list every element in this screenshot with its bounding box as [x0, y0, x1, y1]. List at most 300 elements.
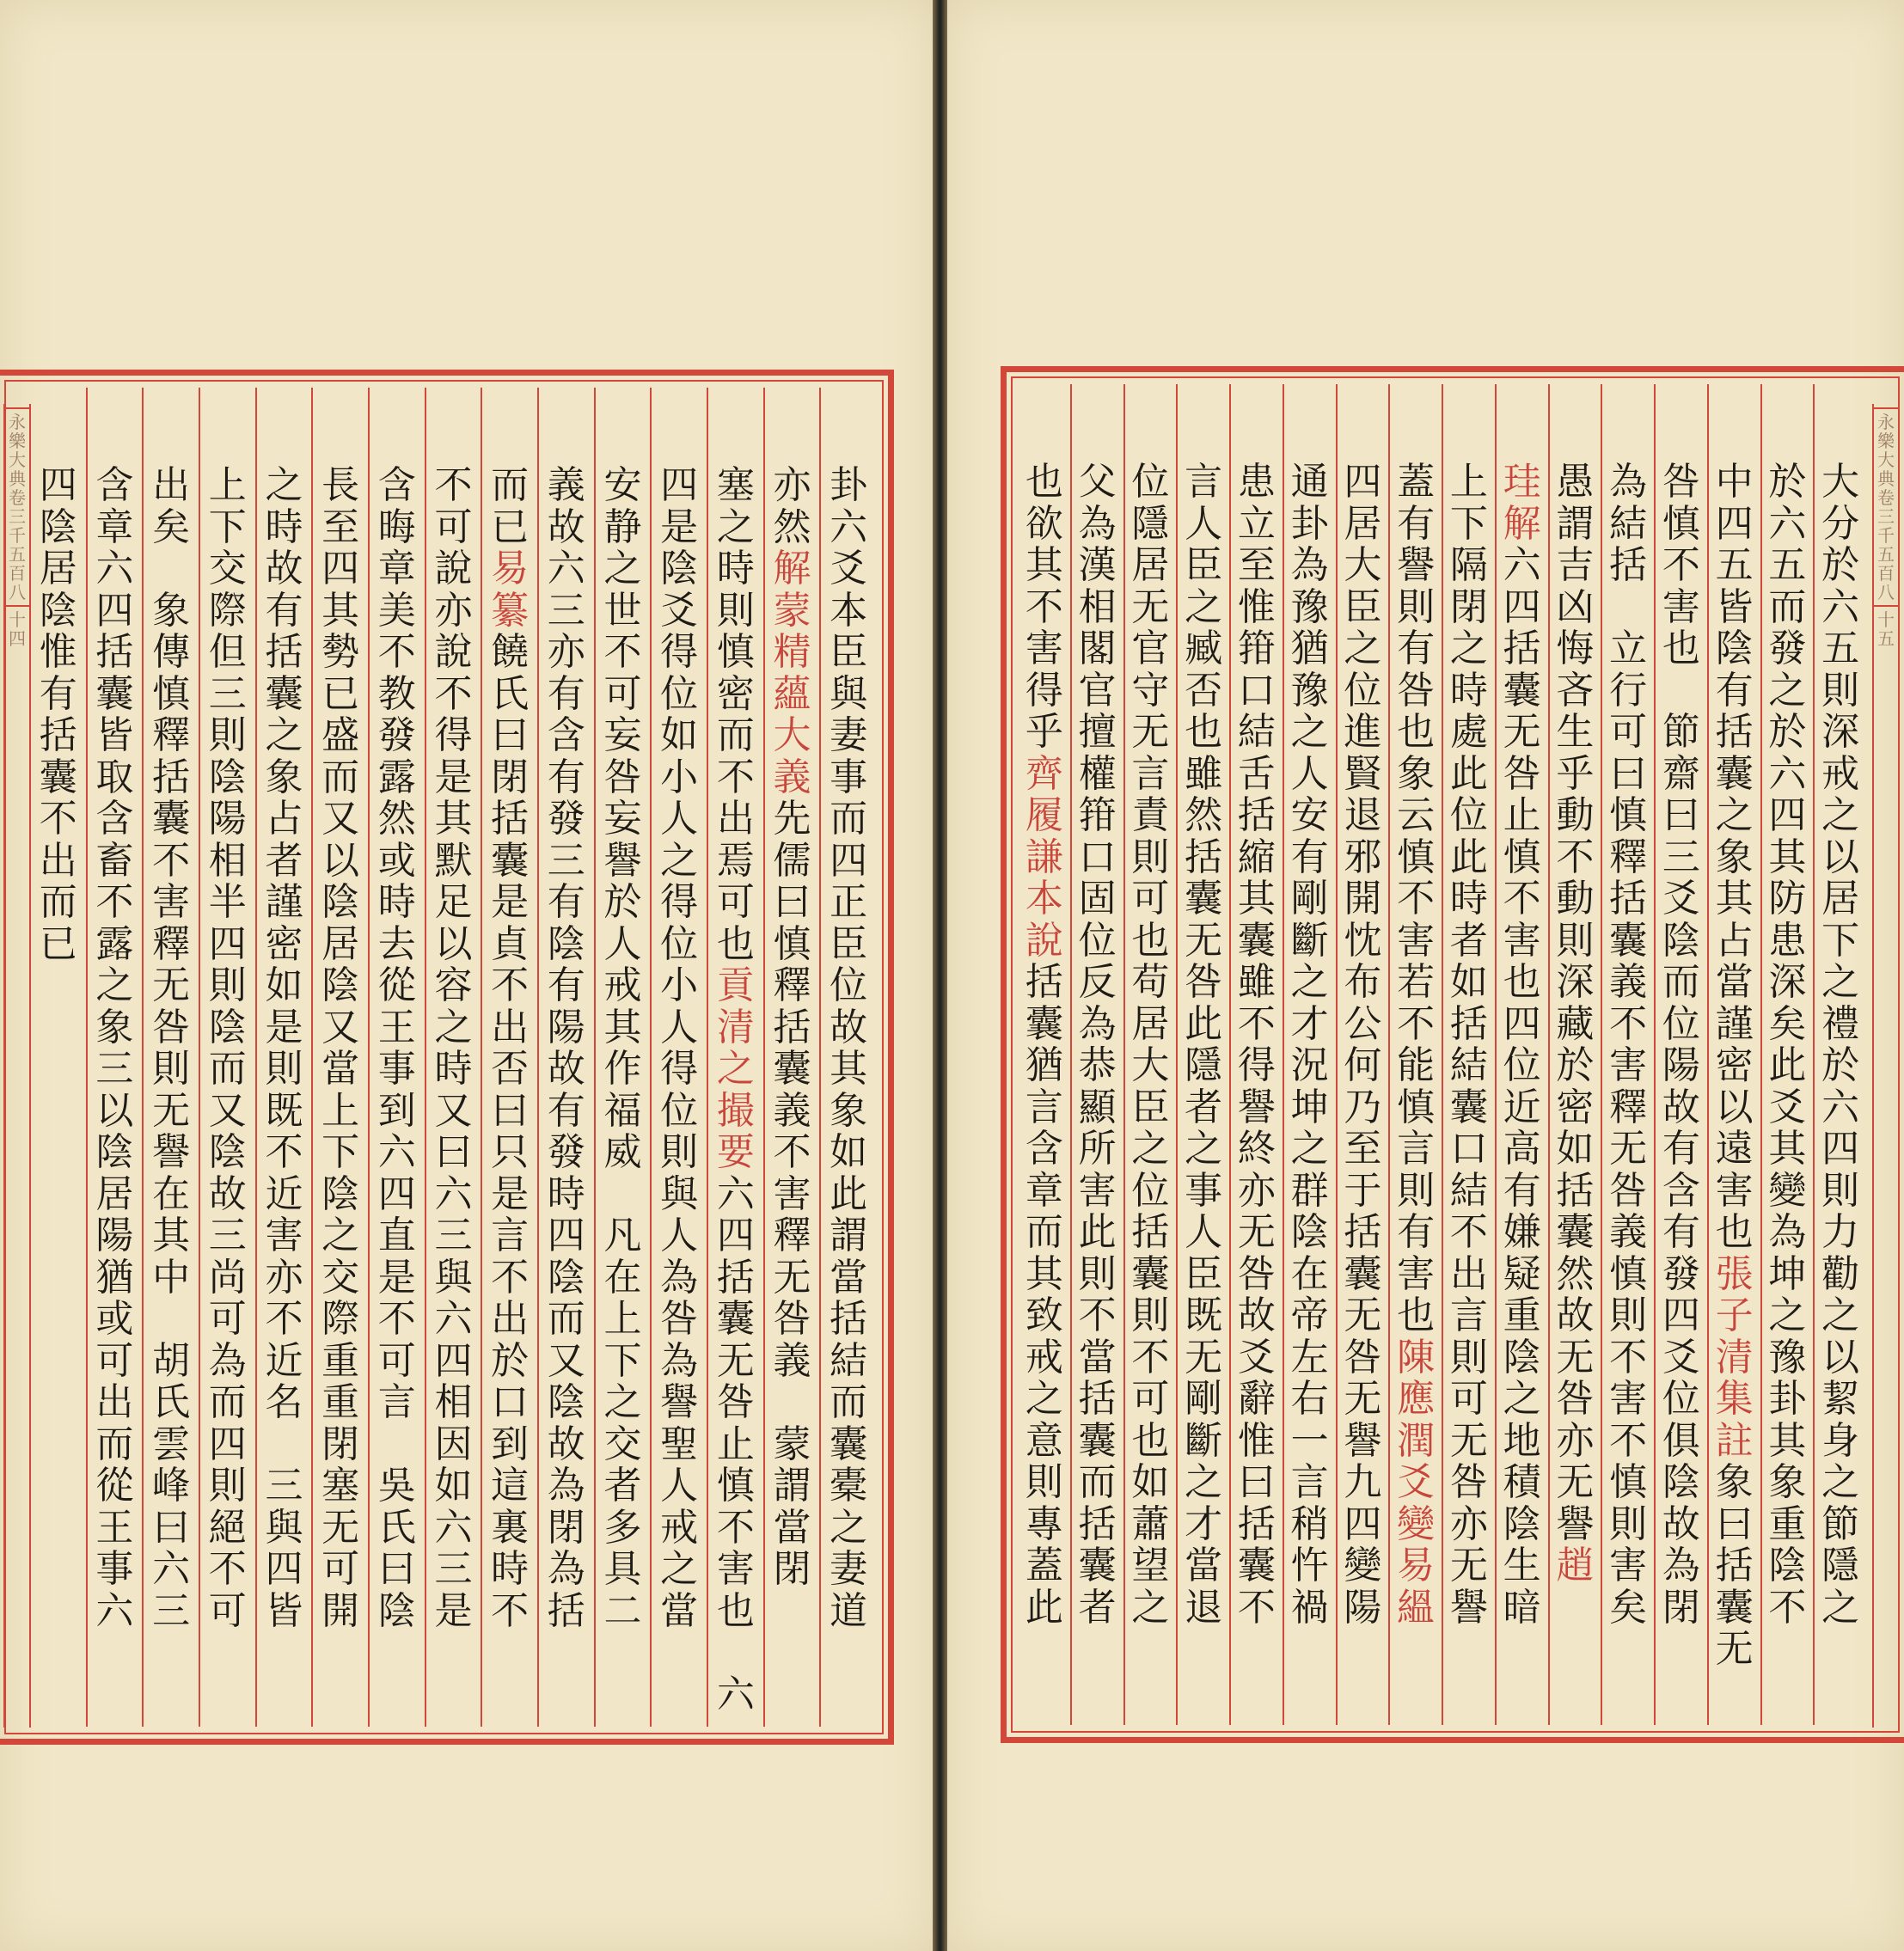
text-char: 斷: [1290, 918, 1329, 963]
text-char: 而: [491, 463, 530, 507]
text-char: 亦: [265, 1255, 303, 1300]
text-char: 人: [660, 1005, 699, 1049]
text-char: 不: [1556, 835, 1595, 879]
text-char: 正: [830, 880, 868, 924]
text-char: 可: [1131, 1377, 1170, 1421]
text-char: 咎: [1344, 1335, 1382, 1379]
text-char: 害: [1397, 918, 1436, 963]
text-char: 矣: [152, 505, 191, 549]
text-char: 爻: [830, 547, 868, 590]
text-char: 在: [1290, 1251, 1329, 1296]
text-char: 无: [1344, 1377, 1382, 1421]
text-char: 豫: [1290, 584, 1329, 629]
text-char: 義: [1609, 960, 1648, 1004]
annotation-char: 應: [1397, 1377, 1436, 1421]
text-char: 括: [265, 630, 303, 674]
text-char: 既: [1185, 1294, 1223, 1337]
text-char: 曰: [1237, 1460, 1276, 1504]
text-char: 陽: [1344, 1585, 1382, 1630]
text-char: 四: [39, 463, 77, 507]
text-char: 則: [1609, 1294, 1648, 1337]
text-char: 稍: [1290, 1501, 1329, 1546]
text-char: 恭: [1078, 1043, 1117, 1087]
text-char: 一: [1290, 1418, 1329, 1463]
text-char: 括: [95, 630, 134, 674]
text-column: [199, 388, 255, 1727]
annotation-char: 縕: [1397, 1585, 1436, 1630]
text-char: 之: [434, 1005, 473, 1049]
text-char: 箝: [1078, 793, 1117, 837]
text-char: 這: [491, 1464, 530, 1508]
text-char: 害: [1662, 584, 1700, 629]
text-char: 可: [603, 671, 642, 716]
text-char: 或: [377, 838, 416, 883]
text-char: 不: [1503, 877, 1541, 920]
text-char: 慎: [1503, 835, 1541, 879]
text-char: 貞: [491, 921, 530, 966]
text-char: 含: [95, 463, 134, 507]
text-char: 不: [95, 880, 134, 924]
text-char: 者: [603, 1464, 642, 1508]
text-char: 囊: [1078, 1544, 1117, 1587]
text-char: 密: [265, 921, 303, 966]
text-char: 然: [1556, 1251, 1595, 1296]
text-char: 不: [491, 963, 530, 1007]
text-char: 之: [1185, 1460, 1223, 1504]
text-char: 其: [321, 588, 360, 633]
text-char: 事: [95, 1547, 134, 1591]
text-char: 言: [1131, 751, 1170, 796]
text-column: [1123, 384, 1177, 1725]
text-char: 賢: [1344, 751, 1382, 796]
text-char: 為: [660, 1255, 699, 1300]
annotation-char: 變: [1397, 1501, 1436, 1546]
text-char: 臣: [1185, 543, 1223, 587]
text-char: 囊: [1556, 1210, 1595, 1254]
text-char: 囊: [1449, 1085, 1488, 1129]
text-char: 无: [1185, 918, 1223, 963]
annotation-char: 易: [491, 547, 530, 590]
text-char: 象: [1715, 1460, 1754, 1504]
text-char: 害: [716, 1547, 755, 1591]
text-char: 陰: [208, 1005, 247, 1049]
text-char: 則: [1821, 668, 1860, 713]
text-char: 則: [1609, 1501, 1648, 1546]
text-char: 然: [1185, 793, 1223, 837]
text-char: 之: [1768, 668, 1807, 713]
text-char: 際: [321, 1297, 360, 1341]
text-char: 得: [660, 630, 699, 674]
text-char: 饒: [491, 630, 530, 674]
text-char: 與: [265, 1505, 303, 1550]
text-column: [1229, 384, 1283, 1725]
text-char: 不: [265, 1130, 303, 1174]
text-char: 含: [95, 797, 134, 841]
text-char: 則: [1397, 584, 1436, 629]
text-char: 四: [1662, 1294, 1700, 1337]
text-char: 之: [660, 1547, 699, 1591]
text-char: 囊: [491, 838, 530, 883]
text-char: 而: [208, 1047, 247, 1091]
annotation-char: 纂: [491, 588, 530, 633]
text-column: [537, 388, 594, 1727]
text-char: 道: [830, 1588, 868, 1633]
text-char: 時: [1449, 668, 1488, 713]
text-char: 囊: [1025, 1001, 1063, 1046]
text-char: 於: [1821, 1043, 1860, 1087]
text-char: 陰: [377, 1588, 416, 1633]
text-char: 六: [434, 1297, 473, 1341]
text-char: 上: [208, 463, 247, 507]
text-char: 因: [434, 1422, 473, 1466]
text-char: 者: [1078, 1585, 1117, 1630]
text-char: 位: [660, 921, 699, 966]
text-char: 當: [830, 1255, 868, 1300]
text-char: 否: [1185, 668, 1223, 713]
text-char: 得: [1237, 1043, 1276, 1087]
text-char: 有: [547, 963, 585, 1007]
text-char: 亦: [547, 630, 585, 674]
text-char: 臣: [830, 630, 868, 674]
text-char: 坤: [1768, 1251, 1807, 1296]
text-char: 以: [1715, 1085, 1754, 1129]
text-char: 忤: [1290, 1544, 1329, 1587]
text-char: 時: [265, 505, 303, 549]
text-char: 吳: [377, 1464, 416, 1508]
text-char: 峰: [152, 1464, 191, 1508]
text-char: 言: [1290, 1460, 1329, 1504]
text-char: 故: [547, 1047, 585, 1091]
text-char: 括: [1503, 627, 1541, 670]
text-char: 大: [1131, 1043, 1170, 1087]
text-char: 象: [152, 588, 191, 633]
text-char: 害: [152, 880, 191, 924]
text-char: 位: [1078, 918, 1117, 963]
text-char: 咎: [1449, 1460, 1488, 1504]
text-char: 說: [434, 630, 473, 674]
text-char: 然: [773, 505, 811, 549]
text-char: 曰: [1662, 793, 1700, 837]
text-char: 蓋: [1025, 1544, 1063, 1587]
text-char: 變: [1344, 1544, 1382, 1587]
text-char: 括: [1185, 835, 1223, 879]
text-char: 謂: [773, 1464, 811, 1508]
text-char: 已: [39, 921, 77, 966]
text-char: 交: [208, 547, 247, 590]
text-char: 六: [152, 1547, 191, 1591]
text-char: 陰: [1290, 1210, 1329, 1254]
text-char: 可: [377, 1338, 416, 1383]
text-char: 害: [1025, 627, 1063, 670]
text-char: 勸: [1821, 1251, 1860, 1296]
text-char: 静: [603, 505, 642, 549]
text-char: 為: [1078, 1001, 1117, 1046]
text-char: 位: [1131, 460, 1170, 504]
text-char: 惟: [39, 630, 77, 674]
text-char: 之: [1715, 793, 1754, 837]
text-char: 居: [1344, 501, 1382, 546]
text-char: 取: [95, 755, 134, 799]
text-char: 无: [1503, 710, 1541, 754]
text-char: 反: [1078, 960, 1117, 1004]
text-char: 四: [377, 1171, 416, 1216]
text-char: 氏: [491, 671, 530, 716]
text-char: 四: [208, 921, 247, 966]
text-char: 默: [434, 838, 473, 883]
text-char: 慎: [716, 630, 755, 674]
text-char: 言: [1449, 1294, 1488, 1337]
text-char: 括: [39, 713, 77, 757]
annotation-char: 要: [716, 1130, 755, 1174]
text-char: 陽: [547, 1005, 585, 1049]
text-char: 括: [1715, 710, 1754, 754]
text-char: 慎: [716, 1464, 755, 1508]
text-char: 名: [265, 1380, 303, 1424]
text-char: 陰: [1662, 918, 1700, 963]
text-column: [707, 388, 763, 1727]
text-char: 不: [1768, 1585, 1807, 1630]
text-char: 致: [1025, 1294, 1063, 1337]
text-char: 括: [152, 755, 191, 799]
text-char: 安: [1290, 793, 1329, 837]
text-column: [142, 388, 199, 1727]
text-char: 退: [1344, 793, 1382, 837]
text-char: 而: [1768, 584, 1807, 629]
text-char: 爻: [1237, 1335, 1276, 1379]
text-char: 无: [1344, 1294, 1382, 1337]
text-char: 有: [547, 755, 585, 799]
text-char: 之: [1503, 1377, 1541, 1421]
text-char: 不: [491, 1255, 530, 1300]
text-char: 戒: [1025, 1335, 1063, 1379]
text-char: 含: [1025, 1127, 1063, 1171]
text-char: 也: [1397, 1294, 1436, 1337]
annotation-char: 潤: [1397, 1418, 1436, 1463]
text-char: 重: [1768, 1501, 1807, 1546]
text-char: 吝: [1556, 668, 1595, 713]
text-column: [650, 388, 707, 1727]
annotation-char: 清: [716, 1005, 755, 1049]
text-char: 害: [265, 1214, 303, 1257]
text-char: 言: [1397, 1127, 1436, 1171]
text-char: [145, 548, 197, 590]
text-char: 則: [265, 1047, 303, 1091]
text-char: 居: [1131, 1001, 1170, 1046]
text-char: 无: [716, 1338, 755, 1383]
text-char: 交: [321, 1255, 360, 1300]
text-char: 人: [660, 1464, 699, 1508]
text-char: 得: [434, 713, 473, 757]
text-char: 去: [377, 921, 416, 966]
text-char: 重: [321, 1338, 360, 1383]
text-char: 之: [1821, 1585, 1860, 1630]
text-char: 有: [547, 1088, 585, 1133]
text-char: 猶: [1290, 627, 1329, 670]
text-char: 暗: [1503, 1585, 1541, 1630]
text-char: 中: [152, 1255, 191, 1300]
text-char: 則: [208, 1464, 247, 1508]
text-char: 則: [660, 1130, 699, 1174]
text-char: 雖: [1237, 960, 1276, 1004]
text-char: 三: [1662, 835, 1700, 879]
text-char: 此: [1768, 1043, 1807, 1087]
text-char: 然: [377, 797, 416, 841]
text-char: 結: [1449, 1168, 1488, 1213]
text-char: 是: [491, 880, 530, 924]
text-char: 上: [321, 1088, 360, 1133]
text-char: 括: [1131, 1210, 1170, 1254]
text-char: 囊: [1503, 668, 1541, 713]
text-char: 咎: [1503, 751, 1541, 796]
text-char: 閉: [1449, 584, 1488, 629]
text-char: 至: [1237, 543, 1276, 587]
text-char: 箝: [1237, 627, 1276, 670]
text-column: [481, 388, 537, 1727]
text-char: 當: [1715, 960, 1754, 1004]
text-char: 有: [547, 880, 585, 924]
text-char: 囊: [39, 755, 77, 799]
text-char: 故: [208, 1171, 247, 1216]
text-char: 而: [1662, 960, 1700, 1004]
text-char: 謹: [1715, 1001, 1754, 1046]
text-char: 故: [1237, 1294, 1276, 1337]
text-char: 五: [1768, 543, 1807, 587]
text-char: 也: [716, 921, 755, 966]
text-char: 露: [377, 755, 416, 799]
text-char: 人: [1185, 501, 1223, 546]
text-char: 居: [1131, 543, 1170, 587]
text-char: 而: [830, 1380, 868, 1424]
text-char: 出: [39, 838, 77, 883]
text-char: 上: [1449, 460, 1488, 504]
text-char: 括: [1556, 1168, 1595, 1213]
text-char: 陰: [547, 1380, 585, 1424]
text-char: 直: [377, 1214, 416, 1257]
text-char: 之: [1768, 1294, 1807, 1337]
text-char: 而: [1025, 1210, 1063, 1254]
text-char: 則: [1449, 1335, 1488, 1379]
text-char: 陰: [208, 755, 247, 799]
text-char: 猶: [95, 1255, 134, 1300]
text-char: 害: [1715, 1168, 1754, 1213]
text-char: 凡: [603, 1214, 642, 1257]
text-char: 囊: [265, 671, 303, 716]
text-char: 六: [1768, 501, 1807, 546]
text-char: 疑: [1503, 1251, 1541, 1296]
text-char: 出: [95, 1380, 134, 1424]
text-char: 惟: [1237, 584, 1276, 629]
text-char: 如: [1131, 1460, 1170, 1504]
text-char: 之: [1344, 627, 1382, 670]
text-char: 括: [1344, 1210, 1382, 1254]
text-char: 陰: [321, 880, 360, 924]
text-column: [425, 388, 481, 1727]
text-char: 曰: [434, 1130, 473, 1174]
text-char: 此: [1185, 1001, 1223, 1046]
text-char: 无: [1449, 1418, 1488, 1463]
text-char: 發: [547, 797, 585, 841]
text-char: 下: [1821, 918, 1860, 963]
text-char: 害: [1397, 1251, 1436, 1296]
text-char: 在: [603, 1255, 642, 1300]
margin-title: 永 樂 大 典 卷 三 千 五 百 八: [9, 412, 26, 602]
text-char: 之: [1185, 584, 1223, 629]
text-char: 之: [1821, 1460, 1860, 1504]
text-char: 而: [547, 1297, 585, 1341]
text-char: 居: [95, 1171, 134, 1216]
text-char: 害: [1503, 918, 1541, 963]
text-char: 患: [1237, 460, 1276, 504]
text-char: 卦: [1290, 501, 1329, 546]
text-char: 无: [1715, 1627, 1754, 1671]
text-char: 不: [1078, 1294, 1117, 1337]
text-char: 絕: [208, 1505, 247, 1550]
text-char: 陰: [321, 963, 360, 1007]
text-char: 咎: [773, 1297, 811, 1341]
text-char: 括: [1078, 1377, 1117, 1421]
text-char: 曰: [491, 713, 530, 757]
text-char: 下: [321, 1130, 360, 1174]
text-char: 於: [491, 1338, 530, 1383]
text-char: 有: [1662, 1210, 1700, 1254]
right-columns: [1019, 384, 1866, 1725]
text-char: 為: [1609, 460, 1648, 504]
text-char: 曰: [773, 880, 811, 924]
text-char: 三: [434, 1547, 473, 1591]
text-char: 四: [830, 838, 868, 883]
text-char: 陽: [208, 797, 247, 841]
text-char: 害: [1609, 1544, 1648, 1587]
text-column: [255, 388, 312, 1727]
text-char: 當: [660, 1588, 699, 1633]
text-char: 而: [208, 1380, 247, 1424]
text-char: 則: [1556, 918, 1595, 963]
text-char: 不: [152, 838, 191, 883]
text-char: 四: [716, 1214, 755, 1257]
text-char: 患: [1768, 918, 1807, 963]
text-char: 吉: [1556, 543, 1595, 587]
text-char: 亦: [1449, 1501, 1488, 1546]
text-char: 括: [1237, 1501, 1276, 1546]
text-char: 章: [1025, 1168, 1063, 1213]
book-gutter: [933, 0, 947, 1951]
text-char: 是: [434, 755, 473, 799]
text-char: 囊: [152, 797, 191, 841]
text-char: 三: [208, 1214, 247, 1257]
text-char: 發: [1768, 627, 1807, 670]
text-char: 有: [547, 671, 585, 716]
text-char: 得: [660, 1047, 699, 1091]
text-char: 事: [1185, 1168, 1223, 1213]
text-char: 才: [1290, 1001, 1329, 1046]
text-char: 囊: [1609, 918, 1648, 963]
text-column: [763, 388, 820, 1727]
text-char: 與: [434, 1255, 473, 1300]
text-char: 之: [95, 963, 134, 1007]
text-char: 動: [1556, 877, 1595, 920]
text-char: 之: [603, 547, 642, 590]
text-char: 從: [95, 1464, 134, 1508]
text-char: 人: [660, 797, 699, 841]
text-char: 責: [1131, 793, 1170, 837]
text-char: 之: [1025, 1377, 1063, 1421]
text-char: 害: [1609, 1377, 1648, 1421]
text-char: 則: [716, 588, 755, 633]
text-char: 譽: [1556, 1501, 1595, 1546]
text-char: 不: [377, 630, 416, 674]
text-char: 則: [152, 1047, 191, 1091]
text-char: 亦: [773, 463, 811, 507]
